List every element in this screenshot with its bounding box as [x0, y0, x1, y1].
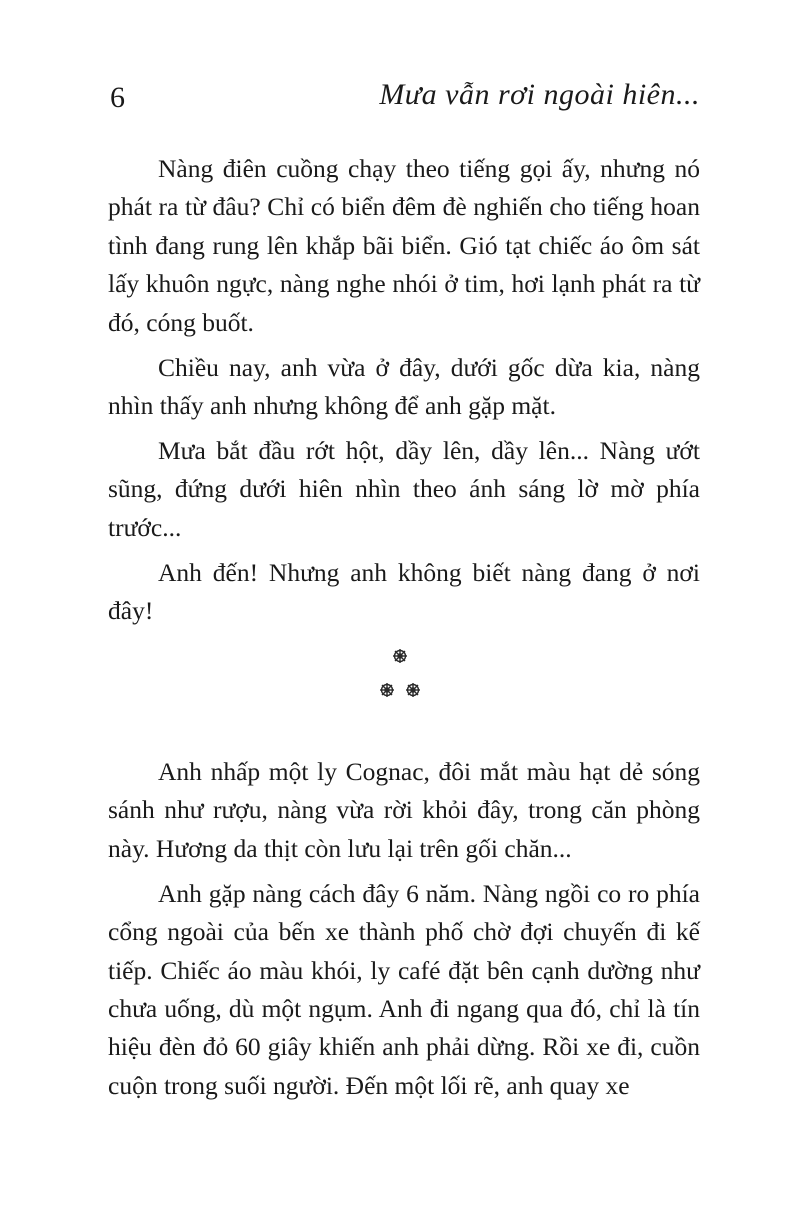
- paragraph: Nàng điên cuồng chạy theo tiếng gọi ấy, nhưng nó phát ra từ đâu? Chỉ có biển đêm đè nghiến cho tiếng hoan tình đang rung lên khắp bãi biển. Gió tạt chiếc áo ôm sát lấy khuôn ngực, nàng nghe nhói ở tim, hơi lạnh phát ra từ đó, cóng buốt.: [108, 154, 700, 337]
- running-title: Mưa vẫn rơi ngoài hiên...: [379, 78, 700, 111]
- flower-ornament-icon: [392, 648, 408, 664]
- section-divider-bottom: [0, 682, 800, 703]
- section-two: [108, 753, 700, 1112]
- paragraph: Anh gặp nàng cách đây 6 năm. Nàng ngồi co ro phía cổng ngoài của bến xe thành phố chờ đợi chuyến đi kế tiếp. Chiếc áo màu khói, ly café đặt bên cạnh dường như chưa uống, dù một ngụm. Anh đi ngang qua đó, chỉ là tín hiệu đèn đỏ 60 giây khiến anh phải dừng. Rồi xe đi, cuồn cuộn trong suối người. Đến một lối rẽ, anh quay xe: [108, 878, 700, 1100]
- section-divider-top: [0, 648, 800, 669]
- page-number: 6: [110, 81, 125, 114]
- section-one: [108, 150, 700, 637]
- paragraph: Anh đến! Nhưng anh không biết nàng đang ở nơi đây!: [108, 557, 700, 625]
- paragraph: Anh nhấp một ly Cognac, đôi mắt màu hạt dẻ sóng sánh như rượu, nàng vừa rời khỏi đây, trong căn phòng này. Hương da thịt còn lưu lại trên gối chăn...: [108, 757, 700, 863]
- paragraph: Chiều nay, anh vừa ở đây, dưới gốc dừa kia, nàng nhìn thấy anh nhưng không để anh gặp mặt.: [108, 352, 700, 420]
- flower-ornament-icon: [379, 682, 395, 698]
- flower-ornament-icon: [405, 682, 421, 698]
- paragraph: Mưa bắt đầu rớt hột, dầy lên, dầy lên... Nàng ướt sũng, đứng dưới hiên nhìn theo ánh sáng lờ mờ phía trước...: [108, 435, 700, 542]
